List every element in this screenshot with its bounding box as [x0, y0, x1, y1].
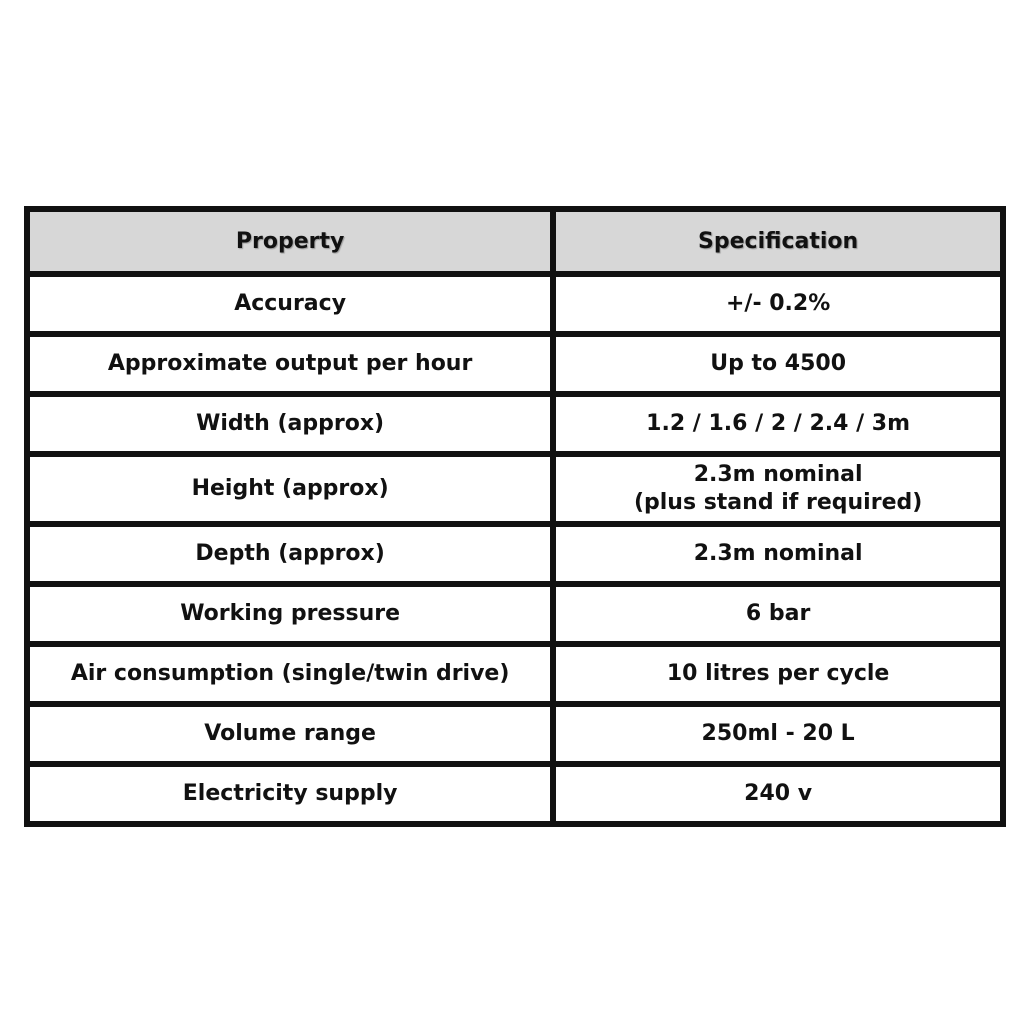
- property-cell: Height (approx): [30, 457, 550, 521]
- table-row: [30, 527, 1000, 581]
- property-cell: Electricity supply: [30, 767, 550, 821]
- table-row: [30, 457, 1000, 521]
- specification-line: (plus stand if required): [633, 490, 923, 515]
- property-cell: Width (approx): [30, 397, 550, 451]
- table-row: [30, 767, 1000, 821]
- specification-line: 2.3m nominal: [693, 462, 863, 487]
- spec-table: [24, 206, 1006, 827]
- table-row: [30, 587, 1000, 641]
- header-specification: Specification: [556, 212, 1000, 271]
- property-cell: Depth (approx): [30, 527, 550, 581]
- property-cell: Working pressure: [30, 587, 550, 641]
- property-cell: Accuracy: [30, 277, 550, 331]
- property-cell: Air consumption (single/twin drive): [30, 647, 550, 701]
- property-cell: Approximate output per hour: [30, 337, 550, 391]
- specification-cell: Up to 4500: [556, 337, 1000, 391]
- specification-cell: 250ml - 20 L: [556, 707, 1000, 761]
- table-row: [30, 337, 1000, 391]
- specification-cell: 1.2 / 1.6 / 2 / 2.4 / 3m: [556, 397, 1000, 451]
- table-row: [30, 647, 1000, 701]
- specification-cell: 10 litres per cycle: [556, 647, 1000, 701]
- specification-cell: 240 v: [556, 767, 1000, 821]
- header-property: Property: [30, 212, 550, 271]
- property-cell: Volume range: [30, 707, 550, 761]
- header-row: [30, 212, 1000, 271]
- specification-cell: 2.3m nominal: [556, 527, 1000, 581]
- specification-cell: +/- 0.2%: [556, 277, 1000, 331]
- table-row: [30, 707, 1000, 761]
- specification-cell: [556, 457, 1000, 521]
- table-row: [30, 397, 1000, 451]
- table-row: [30, 277, 1000, 331]
- specification-cell: 6 bar: [556, 587, 1000, 641]
